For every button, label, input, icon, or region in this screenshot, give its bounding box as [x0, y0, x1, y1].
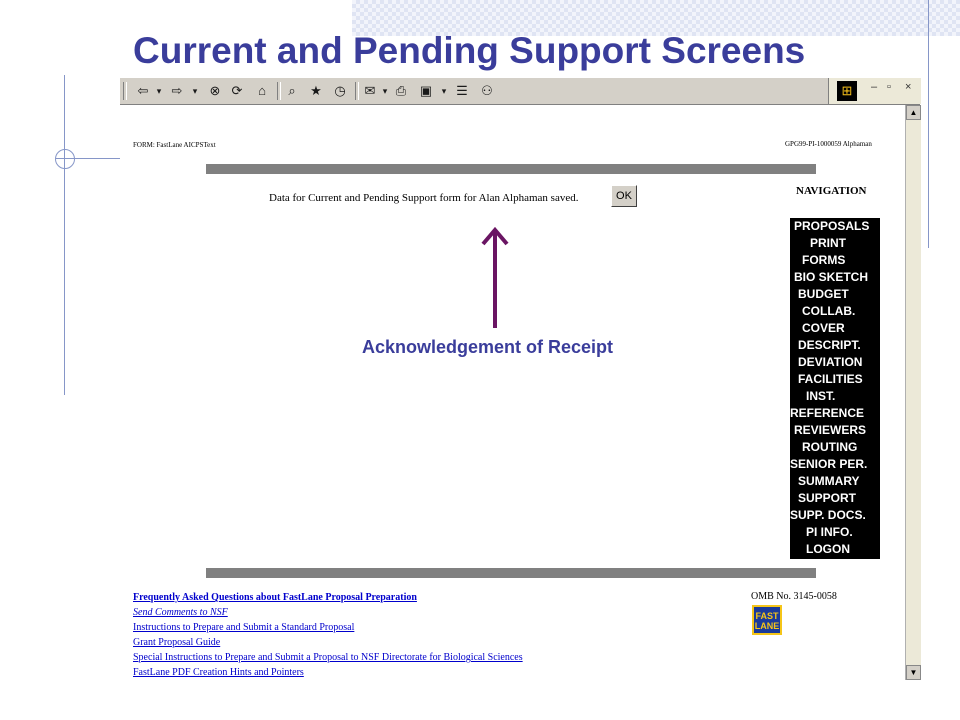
divider-bar [206, 164, 816, 174]
saved-message: Data for Current and Pending Support form for Alan Alphaman saved. [269, 192, 579, 204]
restore-button[interactable]: ▫ [887, 81, 891, 93]
nav-item-pi-info[interactable]: PI INFO. [806, 525, 853, 539]
slide-decoration-line [64, 75, 65, 395]
link-send-comments[interactable]: Send Comments to NSF [133, 607, 228, 618]
print-icon[interactable]: ⎙ [395, 83, 407, 98]
nav-item-forms[interactable]: FORMS [802, 253, 846, 267]
edit-dropdown-icon[interactable]: ▾ [441, 86, 447, 96]
toolbar-separator [355, 82, 359, 100]
navigation-menu [790, 218, 880, 559]
form-id: FORM: FastLane AICPSText [133, 141, 216, 149]
discuss-icon[interactable]: ☰ [456, 83, 468, 98]
scroll-up-icon[interactable]: ▲ [906, 105, 921, 120]
toolbar-grip [123, 82, 127, 100]
nav-item-senior-per[interactable]: SENIOR PER. [790, 457, 868, 471]
scroll-down-icon[interactable]: ▼ [906, 665, 921, 680]
fastlane-logo-bottom: LANE [754, 621, 780, 631]
edit-icon[interactable]: ▣ [419, 83, 433, 98]
search-icon[interactable]: ⌕ [288, 83, 296, 98]
history-icon[interactable]: ◷ [334, 83, 346, 98]
stop-icon[interactable]: ⊗ [209, 83, 221, 98]
nav-item-summary[interactable]: SUMMARY [798, 474, 860, 488]
proposal-id: GPG99-PI-1000059 Alphaman [785, 140, 872, 148]
nav-item-logon[interactable]: LOGON [806, 542, 850, 556]
link-grant-guide[interactable]: Grant Proposal Guide [133, 637, 221, 648]
fastlane-logo-top: FAST [755, 611, 779, 621]
minimize-button[interactable]: – [871, 81, 878, 93]
nav-item-reference[interactable]: REFERENCE [790, 406, 865, 420]
forward-icon[interactable]: ⇨ [171, 83, 183, 98]
toolbar-separator [277, 82, 281, 100]
mail-dropdown-icon[interactable]: ▾ [382, 86, 388, 96]
forward-dropdown-icon[interactable]: ▾ [192, 86, 198, 96]
mail-icon[interactable]: ✉ [364, 83, 376, 98]
link-special-instructions[interactable]: Special Instructions to Prepare and Submit a Proposal to NSF Directorate for Biological Sciences [133, 652, 523, 663]
messenger-icon[interactable]: ⚇ [481, 83, 493, 98]
link-faq[interactable]: Frequently Asked Questions about FastLane Proposal Preparation [133, 592, 417, 603]
close-button[interactable]: × [905, 81, 912, 93]
navigation-title: NAVIGATION [796, 185, 867, 197]
acknowledgement-label: Acknowledgement of Receipt [362, 337, 614, 357]
slide-title: Current and Pending Support Screens [133, 30, 806, 71]
arrow-icon [470, 222, 520, 332]
divider-bar [206, 568, 816, 578]
omb-number: OMB No. 3145-0058 [751, 591, 837, 602]
browser-window [120, 78, 920, 680]
home-icon[interactable]: ⌂ [258, 83, 266, 98]
slide-decoration-line [928, 0, 929, 248]
nav-item-reviewers[interactable]: REVIEWERS [794, 423, 867, 437]
nav-item-cover[interactable]: COVER [802, 321, 845, 335]
link-instructions[interactable]: Instructions to Prepare and Submit a Standard Proposal [133, 622, 355, 633]
browser-toolbar [120, 78, 920, 105]
nav-item-budget[interactable]: BUDGET [798, 287, 849, 301]
footer-links [133, 590, 523, 680]
slide-decoration-circle [55, 149, 75, 169]
nav-item-inst[interactable]: INST. [806, 389, 836, 403]
nav-item-supp-docs[interactable]: SUPP. DOCS. [790, 508, 866, 522]
window-controls [828, 78, 921, 104]
nav-item-descript[interactable]: DESCRIPT. [798, 338, 861, 352]
nav-item-support[interactable]: SUPPORT [798, 491, 857, 505]
vertical-scrollbar[interactable] [905, 105, 921, 680]
link-pdf-hints[interactable]: FastLane PDF Creation Hints and Pointers [133, 667, 304, 678]
refresh-icon[interactable]: ⟳ [231, 83, 243, 98]
nav-item-print[interactable]: PRINT [810, 236, 846, 250]
nav-item-routing[interactable]: ROUTING [802, 440, 858, 454]
fastlane-logo [752, 605, 782, 635]
nav-item-proposals[interactable]: PROPOSALS [794, 219, 870, 233]
windows-logo-icon: ⊞ [837, 81, 857, 101]
nav-item-facilities[interactable]: FACILITIES [798, 372, 863, 386]
nav-item-collab[interactable]: COLLAB. [802, 304, 856, 318]
back-dropdown-icon[interactable]: ▾ [156, 86, 162, 96]
nav-item-deviation[interactable]: DEVIATION [798, 355, 863, 369]
ok-button[interactable]: OK [611, 185, 637, 207]
favorites-icon[interactable]: ★ [310, 83, 322, 98]
nav-item-bio-sketch[interactable]: BIO SKETCH [794, 270, 869, 284]
back-icon[interactable]: ⇦ [137, 83, 149, 98]
